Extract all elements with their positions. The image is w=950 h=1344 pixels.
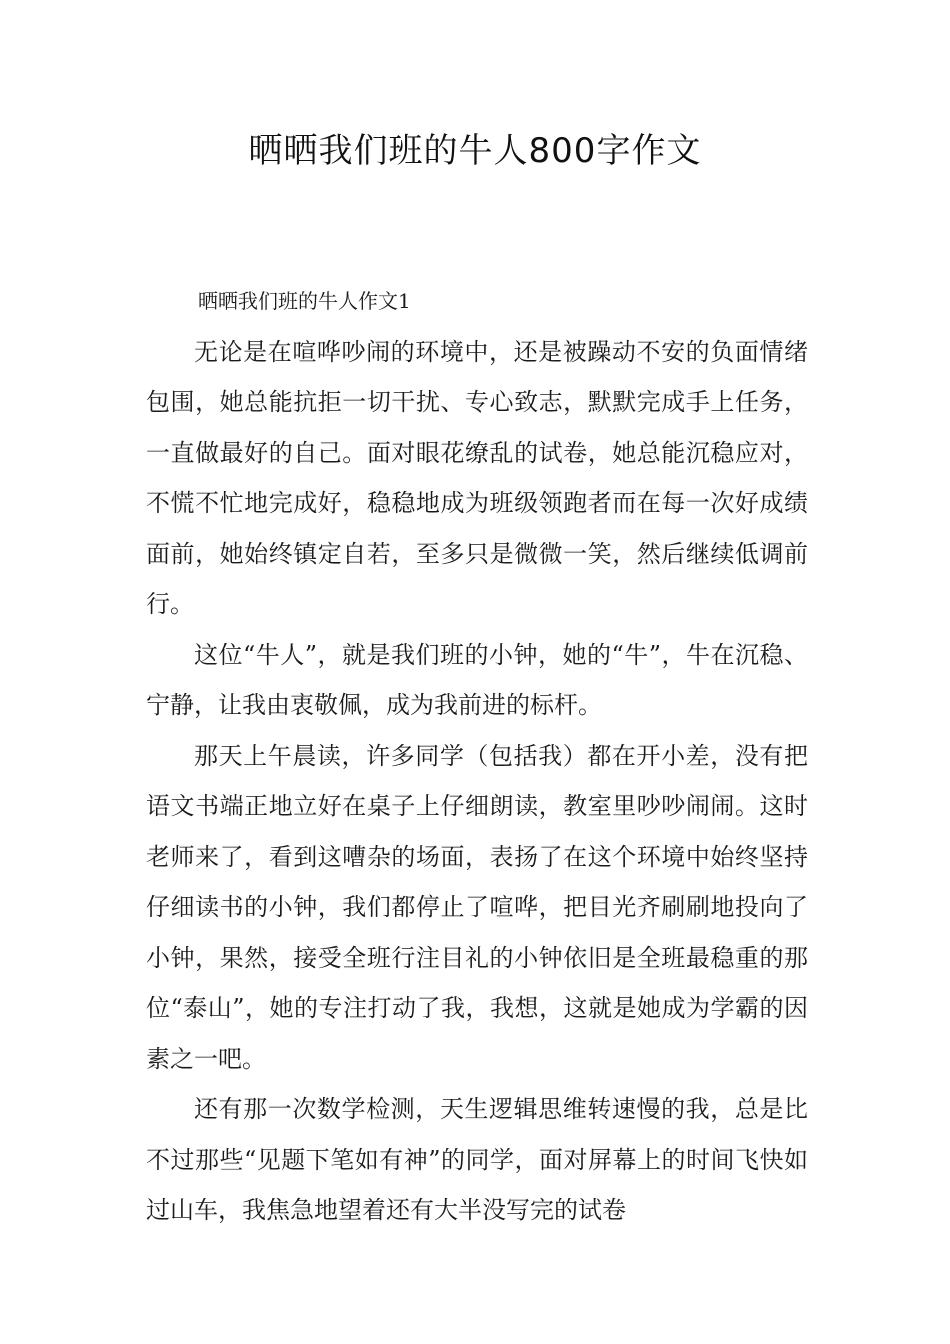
- paragraph-4: 还有那一次数学检测，天生逻辑思维转速慢的我，总是比不过那些“见题下笔如有神”的同学，面对屏幕上的时间飞快如过山车，我焦急地望着还有大半没写完的试卷: [146, 1095, 808, 1224]
- paragraph-1: 无论是在喧哗吵闹的环境中，还是被躁动不安的负面情绪包围，她总能抗拒一切干扰、专心致志，默默完成手上任务，一直做最好的自己。面对眼花缭乱的试卷，她总能沉稳应对，不慌不忙地完成好，稳稳地成为班级领跑者而在每一次好成绩面前，她始终镇定自若，至多只是微微一笑，然后继续低调前行。: [146, 337, 808, 618]
- paragraph-3: 那天上午晨读，许多同学（包括我）都在开小差，没有把语文书端正地立好在桌子上仔细朗读，教室里吵吵闹闹。这时老师来了，看到这嘈杂的场面，表扬了在这个环境中始终坚持仔细读书的小钟，我们都停止了喧哗，把目光齐刷刷地投向了小钟，果然，接受全班行注目礼的小钟依旧是全班最稳重的那位“泰山”，她的专注打动了我，我想，这就是她成为学霸的因素之一吧。: [146, 741, 808, 1073]
- document-title: 晒晒我们班的牛人800字作文: [248, 131, 702, 171]
- document-body: [146, 276, 808, 1236]
- paragraph-2: 这位“牛人”，就是我们班的小钟，她的“牛”，牛在沉稳、宁静，让我由衷敬佩，成为我前进的标杆。: [146, 640, 808, 719]
- section-heading: 晒晒我们班的牛人作文1: [198, 289, 411, 313]
